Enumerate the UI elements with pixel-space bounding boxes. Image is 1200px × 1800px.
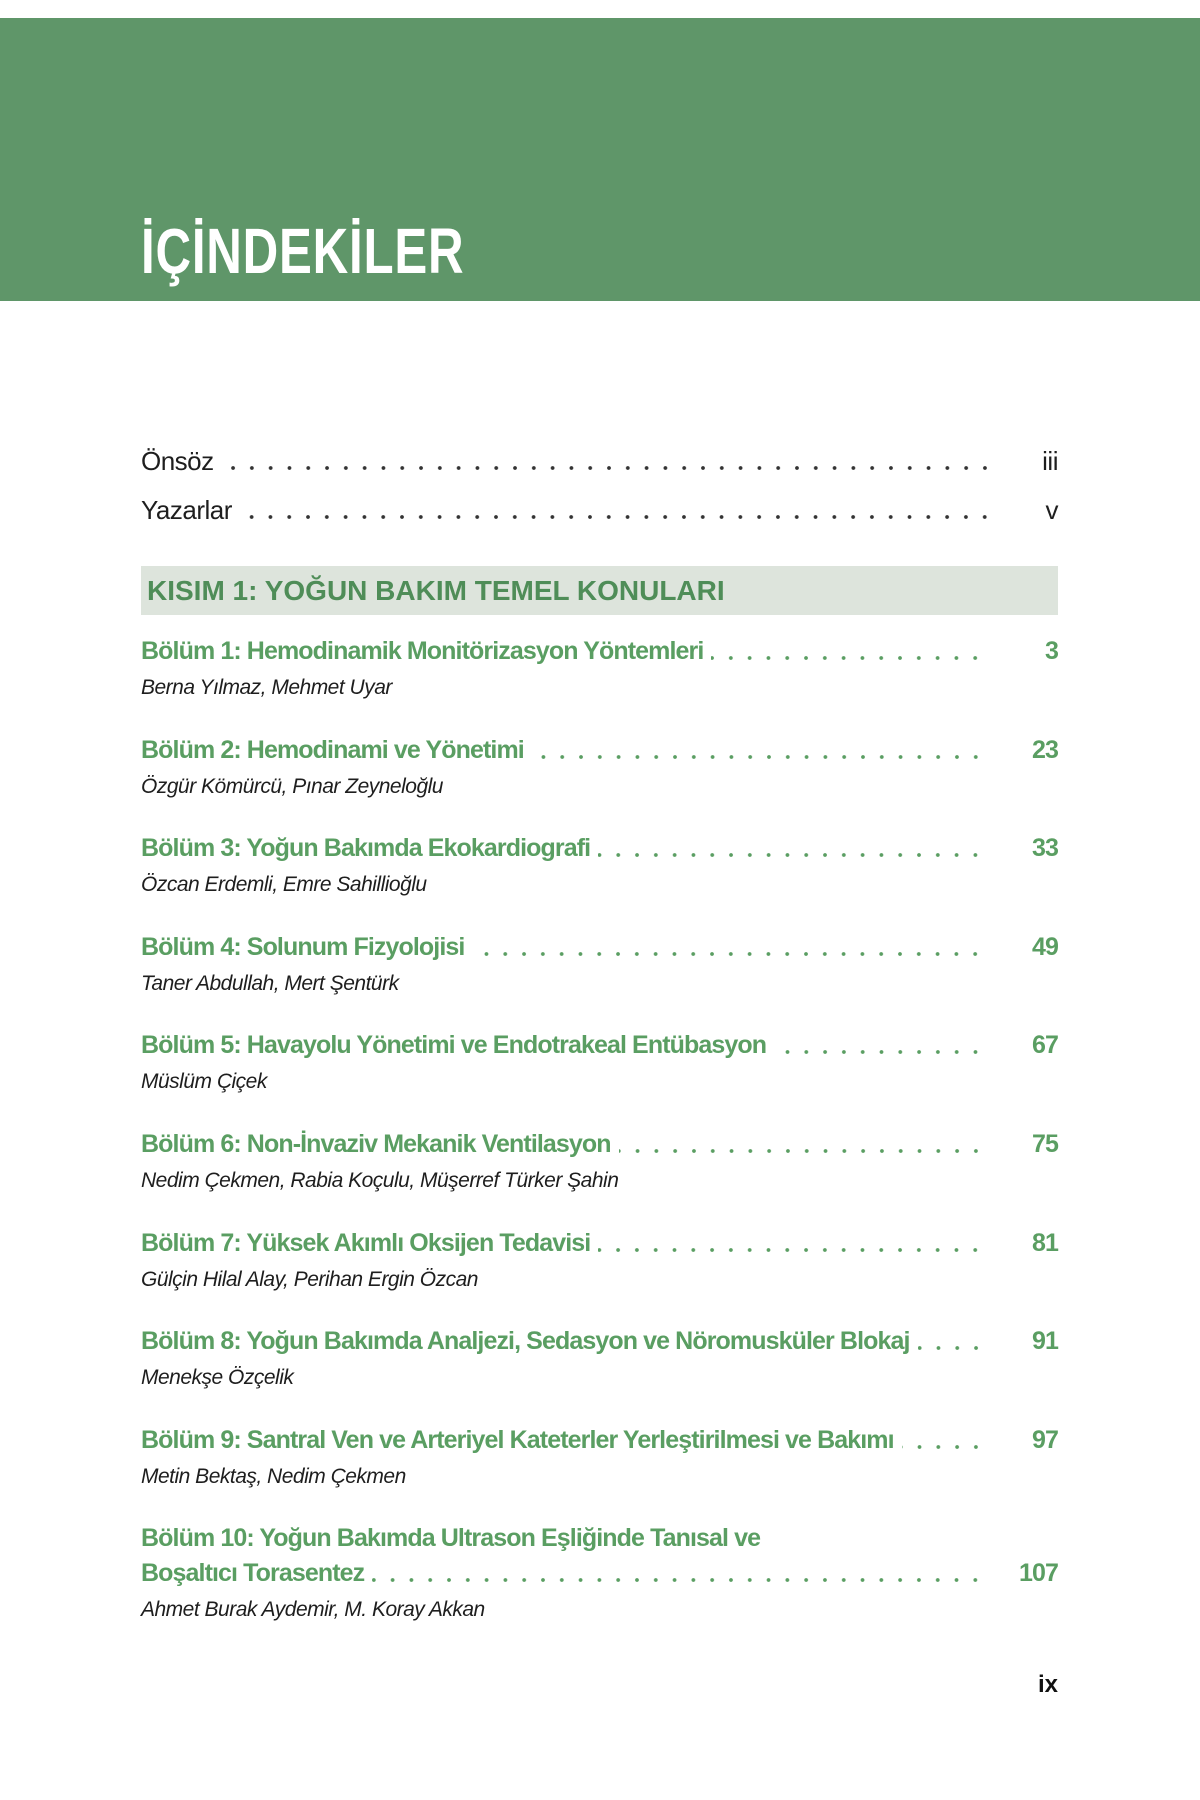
toc-entry-chapter-3[interactable] [141,833,1058,863]
chapter-title-line-2: Boşaltıcı Torasentez [141,1559,365,1588]
toc-chapter-2 [141,735,1058,834]
chapter-title: Bölüm 9: Santral Ven ve Arteriyel Kateterler Yerleştirilmesi ve Bakımı [141,1425,894,1454]
chapter-authors: Nedim Çekmen, Rabia Koçulu, Müşerref Türker Şahin [141,1168,619,1192]
chapter-page-number: 23 [1031,735,1058,764]
chapter-page-number: 75 [1031,1129,1058,1158]
toc-chapter-5 [141,1030,1058,1129]
toc-entry-yazarlar[interactable] [141,495,1058,525]
toc-page-number: v [1045,495,1058,525]
toc-entry-chapter-2[interactable] [141,735,1058,765]
page-number: ix [1037,1671,1058,1698]
toc-page-number: iii [1042,446,1058,476]
chapter-authors: Taner Abdullah, Mert Şentürk [141,971,399,995]
toc-chapter-3 [141,833,1058,932]
toc-chapter-1 [141,636,1058,735]
dot-leader [619,1129,985,1159]
dot-leader [372,1558,985,1588]
chapter-page-number: 81 [1031,1228,1058,1257]
toc-chapter-7 [141,1228,1058,1327]
chapter-page-number: 67 [1031,1031,1058,1060]
toc-chapter-10 [141,1523,1058,1622]
section-title: KISIM 1: YOĞUN BAKIM TEMEL KONULARI [147,574,725,606]
chapter-authors: Özcan Erdemli, Emre Sahillioğlu [141,873,427,897]
chapter-title: Bölüm 7: Yüksek Akımlı Oksijen Tedavisi [141,1228,591,1257]
dot-leader [598,1228,985,1258]
dot-leader [532,735,985,765]
chapter-authors: Özgür Kömürcü, Pınar Zeyneloğlu [141,774,443,798]
chapter-page-number: 107 [1018,1559,1058,1588]
dot-leader [472,932,985,962]
toc-entry-onsoz[interactable] [141,446,1058,476]
section-header [141,566,1058,615]
page-title: İÇİNDEKİLER [141,215,465,287]
chapter-authors: Gülçin Hilal Alay, Perihan Ergin Özcan [141,1267,478,1291]
dot-leader [918,1326,985,1356]
chapter-authors: Berna Yılmaz, Mehmet Uyar [141,676,392,699]
header-band [0,18,1200,301]
chapter-title: Bölüm 5: Havayolu Yönetimi ve Endotrakeal Entübasyon [141,1031,767,1060]
toc-chapter-6 [141,1129,1058,1228]
toc-chapter-8 [141,1326,1058,1425]
toc-entry-chapter-4[interactable] [141,932,1058,962]
dot-leader [240,495,994,525]
chapter-title: Bölüm 6: Non-İnvaziv Mekanik Ventilasyon [141,1129,611,1158]
toc-entry-title: Önsöz [141,446,214,476]
chapter-page-number: 33 [1031,834,1058,863]
toc-entry-chapter-1[interactable] [141,636,1058,666]
chapter-title: Bölüm 4: Solunum Fizyolojisi [141,932,465,961]
toc-entry-chapter-5[interactable] [141,1030,1058,1060]
chapter-title: Bölüm 2: Hemodinami ve Yönetimi [141,735,524,764]
dot-leader [711,636,985,666]
chapter-authors: Müslüm Çiçek [141,1070,267,1094]
chapter-page-number: 91 [1031,1327,1058,1356]
chapter-authors: Metin Bektaş, Nedim Çekmen [141,1464,406,1488]
chapter-title: Bölüm 3: Yoğun Bakımda Ekokardiografi [141,834,591,863]
chapter-authors: Menekşe Özçelik [141,1366,294,1390]
dot-leader [902,1425,985,1455]
chapter-list [141,636,1058,1622]
toc-entry-chapter-7[interactable] [141,1228,1058,1258]
toc-entry-chapter-8[interactable] [141,1326,1058,1356]
chapter-authors: Ahmet Burak Aydemir, M. Koray Akkan [141,1598,485,1622]
chapter-title-line-1[interactable]: Bölüm 10: Yoğun Bakımda Ultrason Eşliğinde Tanısal ve [141,1524,761,1553]
chapter-title: Bölüm 1: Hemodinamik Monitörizasyon Yöntemleri [141,637,704,665]
toc-entry-chapter-6[interactable] [141,1129,1058,1159]
toc-chapter-9 [141,1425,1058,1524]
toc-entry-chapter-10[interactable] [141,1558,1058,1588]
chapter-page-number: 49 [1031,932,1058,961]
toc-entry-title: Yazarlar [141,495,232,525]
chapter-page-number: 97 [1031,1425,1058,1454]
dot-leader [774,1030,985,1060]
toc-chapter-4 [141,932,1058,1031]
toc-entry-chapter-9[interactable] [141,1425,1058,1455]
chapter-title: Bölüm 8: Yoğun Bakımda Analjezi, Sedasyon ve Nöromusküler Blokaj [141,1327,910,1356]
dot-leader [222,446,994,476]
dot-leader [598,833,985,863]
chapter-page-number: 3 [1044,637,1058,665]
